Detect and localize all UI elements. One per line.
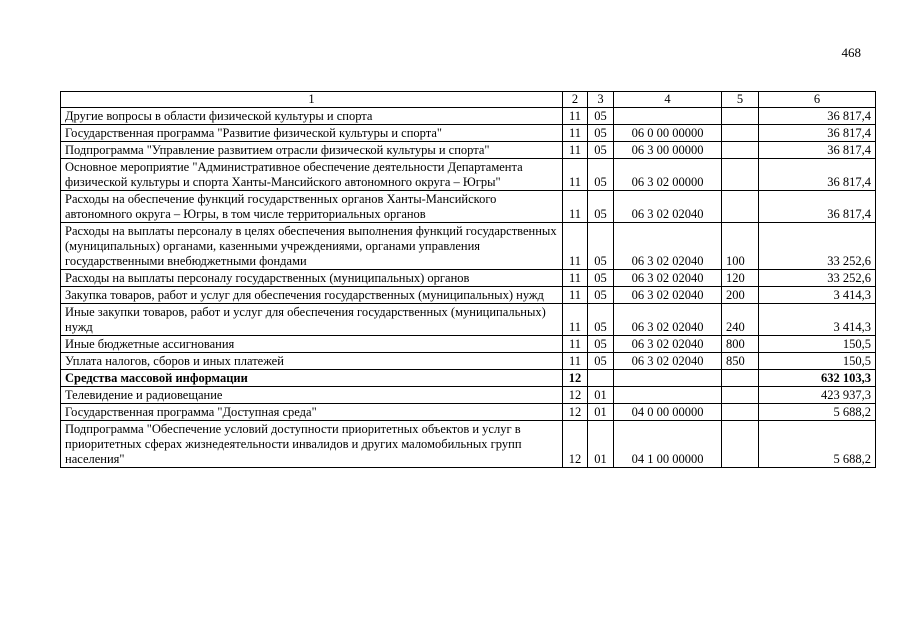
row-amount: 36 817,4 [759, 125, 876, 142]
row-expense-type [722, 159, 759, 191]
row-amount: 36 817,4 [759, 159, 876, 191]
row-name: Закупка товаров, работ и услуг для обеспечения государственных (муниципальных) нужд [61, 287, 563, 304]
column-header-6: 6 [759, 92, 876, 108]
row-name: Основное мероприятие "Административное обеспечение деятельности Департамента физической культуры и спорта Ханты-Мансийского автономного округа – Югры" [61, 159, 563, 191]
table-row [61, 404, 876, 421]
row-expense-type [722, 421, 759, 468]
row-expense-type: 100 [722, 223, 759, 270]
row-target-article: 06 3 02 02040 [614, 270, 722, 287]
table-row [61, 270, 876, 287]
row-section: 12 [563, 404, 588, 421]
row-subsection: 05 [588, 270, 614, 287]
row-name: Средства массовой информации [61, 370, 563, 387]
row-section: 12 [563, 421, 588, 468]
row-expense-type [722, 370, 759, 387]
page-number: 468 [841, 45, 861, 60]
row-section: 11 [563, 159, 588, 191]
row-target-article: 06 0 00 00000 [614, 125, 722, 142]
row-name: Расходы на обеспечение функций государственных органов Ханты-Мансийского автономного округа – Югры, в том числе территориальных органов [61, 191, 563, 223]
row-subsection: 05 [588, 142, 614, 159]
row-amount: 3 414,3 [759, 304, 876, 336]
row-name: Расходы на выплаты персоналу в целях обеспечения выполнения функций государственных (муниципальных) органами, казенными учреждениями, органами управления государственными внебюджетными фондами [61, 223, 563, 270]
row-subsection: 05 [588, 223, 614, 270]
table-row [61, 387, 876, 404]
row-section: 11 [563, 191, 588, 223]
row-expense-type [722, 404, 759, 421]
row-expense-type: 120 [722, 270, 759, 287]
row-section: 11 [563, 353, 588, 370]
row-target-article: 06 3 02 02040 [614, 191, 722, 223]
column-header-5: 5 [722, 92, 759, 108]
row-subsection: 05 [588, 125, 614, 142]
row-expense-type [722, 191, 759, 223]
table-row [61, 223, 876, 270]
row-section: 11 [563, 108, 588, 125]
row-expense-type: 200 [722, 287, 759, 304]
row-subsection: 01 [588, 387, 614, 404]
row-amount: 423 937,3 [759, 387, 876, 404]
row-subsection: 05 [588, 304, 614, 336]
row-expense-type [722, 387, 759, 404]
row-expense-type [722, 125, 759, 142]
row-expense-type [722, 142, 759, 159]
row-subsection: 05 [588, 108, 614, 125]
row-target-article: 06 3 02 02040 [614, 223, 722, 270]
row-name: Уплата налогов, сборов и иных платежей [61, 353, 563, 370]
table-row [61, 159, 876, 191]
table-row [61, 336, 876, 353]
row-expense-type: 850 [722, 353, 759, 370]
row-amount: 36 817,4 [759, 108, 876, 125]
column-header-3: 3 [588, 92, 614, 108]
budget-table [60, 91, 876, 468]
table-row [61, 370, 876, 387]
row-subsection: 01 [588, 404, 614, 421]
row-subsection: 05 [588, 336, 614, 353]
table-row [61, 142, 876, 159]
row-name: Расходы на выплаты персоналу государственных (муниципальных) органов [61, 270, 563, 287]
table-row [61, 353, 876, 370]
row-amount: 3 414,3 [759, 287, 876, 304]
row-amount: 33 252,6 [759, 270, 876, 287]
row-subsection: 05 [588, 287, 614, 304]
row-amount: 5 688,2 [759, 404, 876, 421]
row-amount: 33 252,6 [759, 223, 876, 270]
table-row [61, 108, 876, 125]
column-header-1: 1 [61, 92, 563, 108]
row-target-article: 04 1 00 00000 [614, 421, 722, 468]
row-target-article: 06 3 02 02040 [614, 336, 722, 353]
row-amount: 36 817,4 [759, 142, 876, 159]
row-subsection: 05 [588, 353, 614, 370]
row-target-article [614, 370, 722, 387]
row-name: Иные закупки товаров, работ и услуг для обеспечения государственных (муниципальных) нужд [61, 304, 563, 336]
table-header-row [61, 92, 876, 108]
table-row [61, 191, 876, 223]
row-section: 11 [563, 304, 588, 336]
row-expense-type: 240 [722, 304, 759, 336]
row-subsection: 05 [588, 159, 614, 191]
row-amount: 632 103,3 [759, 370, 876, 387]
row-target-article: 06 3 02 02040 [614, 353, 722, 370]
row-name: Подпрограмма "Обеспечение условий доступности приоритетных объектов и услуг в приоритетных сферах жизнедеятельности инвалидов и других маломобильных групп населения" [61, 421, 563, 468]
row-amount: 36 817,4 [759, 191, 876, 223]
row-target-article: 06 3 02 02040 [614, 287, 722, 304]
row-amount: 150,5 [759, 336, 876, 353]
column-header-4: 4 [614, 92, 722, 108]
row-name: Другие вопросы в области физической культуры и спорта [61, 108, 563, 125]
row-section: 11 [563, 336, 588, 353]
row-section: 11 [563, 142, 588, 159]
row-section: 11 [563, 287, 588, 304]
row-section: 11 [563, 125, 588, 142]
table-row [61, 287, 876, 304]
table-row [61, 421, 876, 468]
row-section: 12 [563, 387, 588, 404]
row-section: 11 [563, 223, 588, 270]
row-expense-type: 800 [722, 336, 759, 353]
row-section: 12 [563, 370, 588, 387]
row-subsection: 05 [588, 191, 614, 223]
row-target-article: 06 3 00 00000 [614, 142, 722, 159]
row-target-article: 06 3 02 02040 [614, 304, 722, 336]
row-name: Подпрограмма "Управление развитием отрасли физической культуры и спорта" [61, 142, 563, 159]
row-target-article: 04 0 00 00000 [614, 404, 722, 421]
row-name: Государственная программа "Развитие физической культуры и спорта" [61, 125, 563, 142]
row-subsection: 01 [588, 421, 614, 468]
row-amount: 150,5 [759, 353, 876, 370]
row-expense-type [722, 108, 759, 125]
table-row [61, 304, 876, 336]
column-header-2: 2 [563, 92, 588, 108]
row-amount: 5 688,2 [759, 421, 876, 468]
table-row [61, 125, 876, 142]
row-target-article [614, 387, 722, 404]
row-subsection [588, 370, 614, 387]
row-target-article: 06 3 02 00000 [614, 159, 722, 191]
row-target-article [614, 108, 722, 125]
row-name: Телевидение и радиовещание [61, 387, 563, 404]
row-name: Государственная программа "Доступная среда" [61, 404, 563, 421]
row-name: Иные бюджетные ассигнования [61, 336, 563, 353]
row-section: 11 [563, 270, 588, 287]
